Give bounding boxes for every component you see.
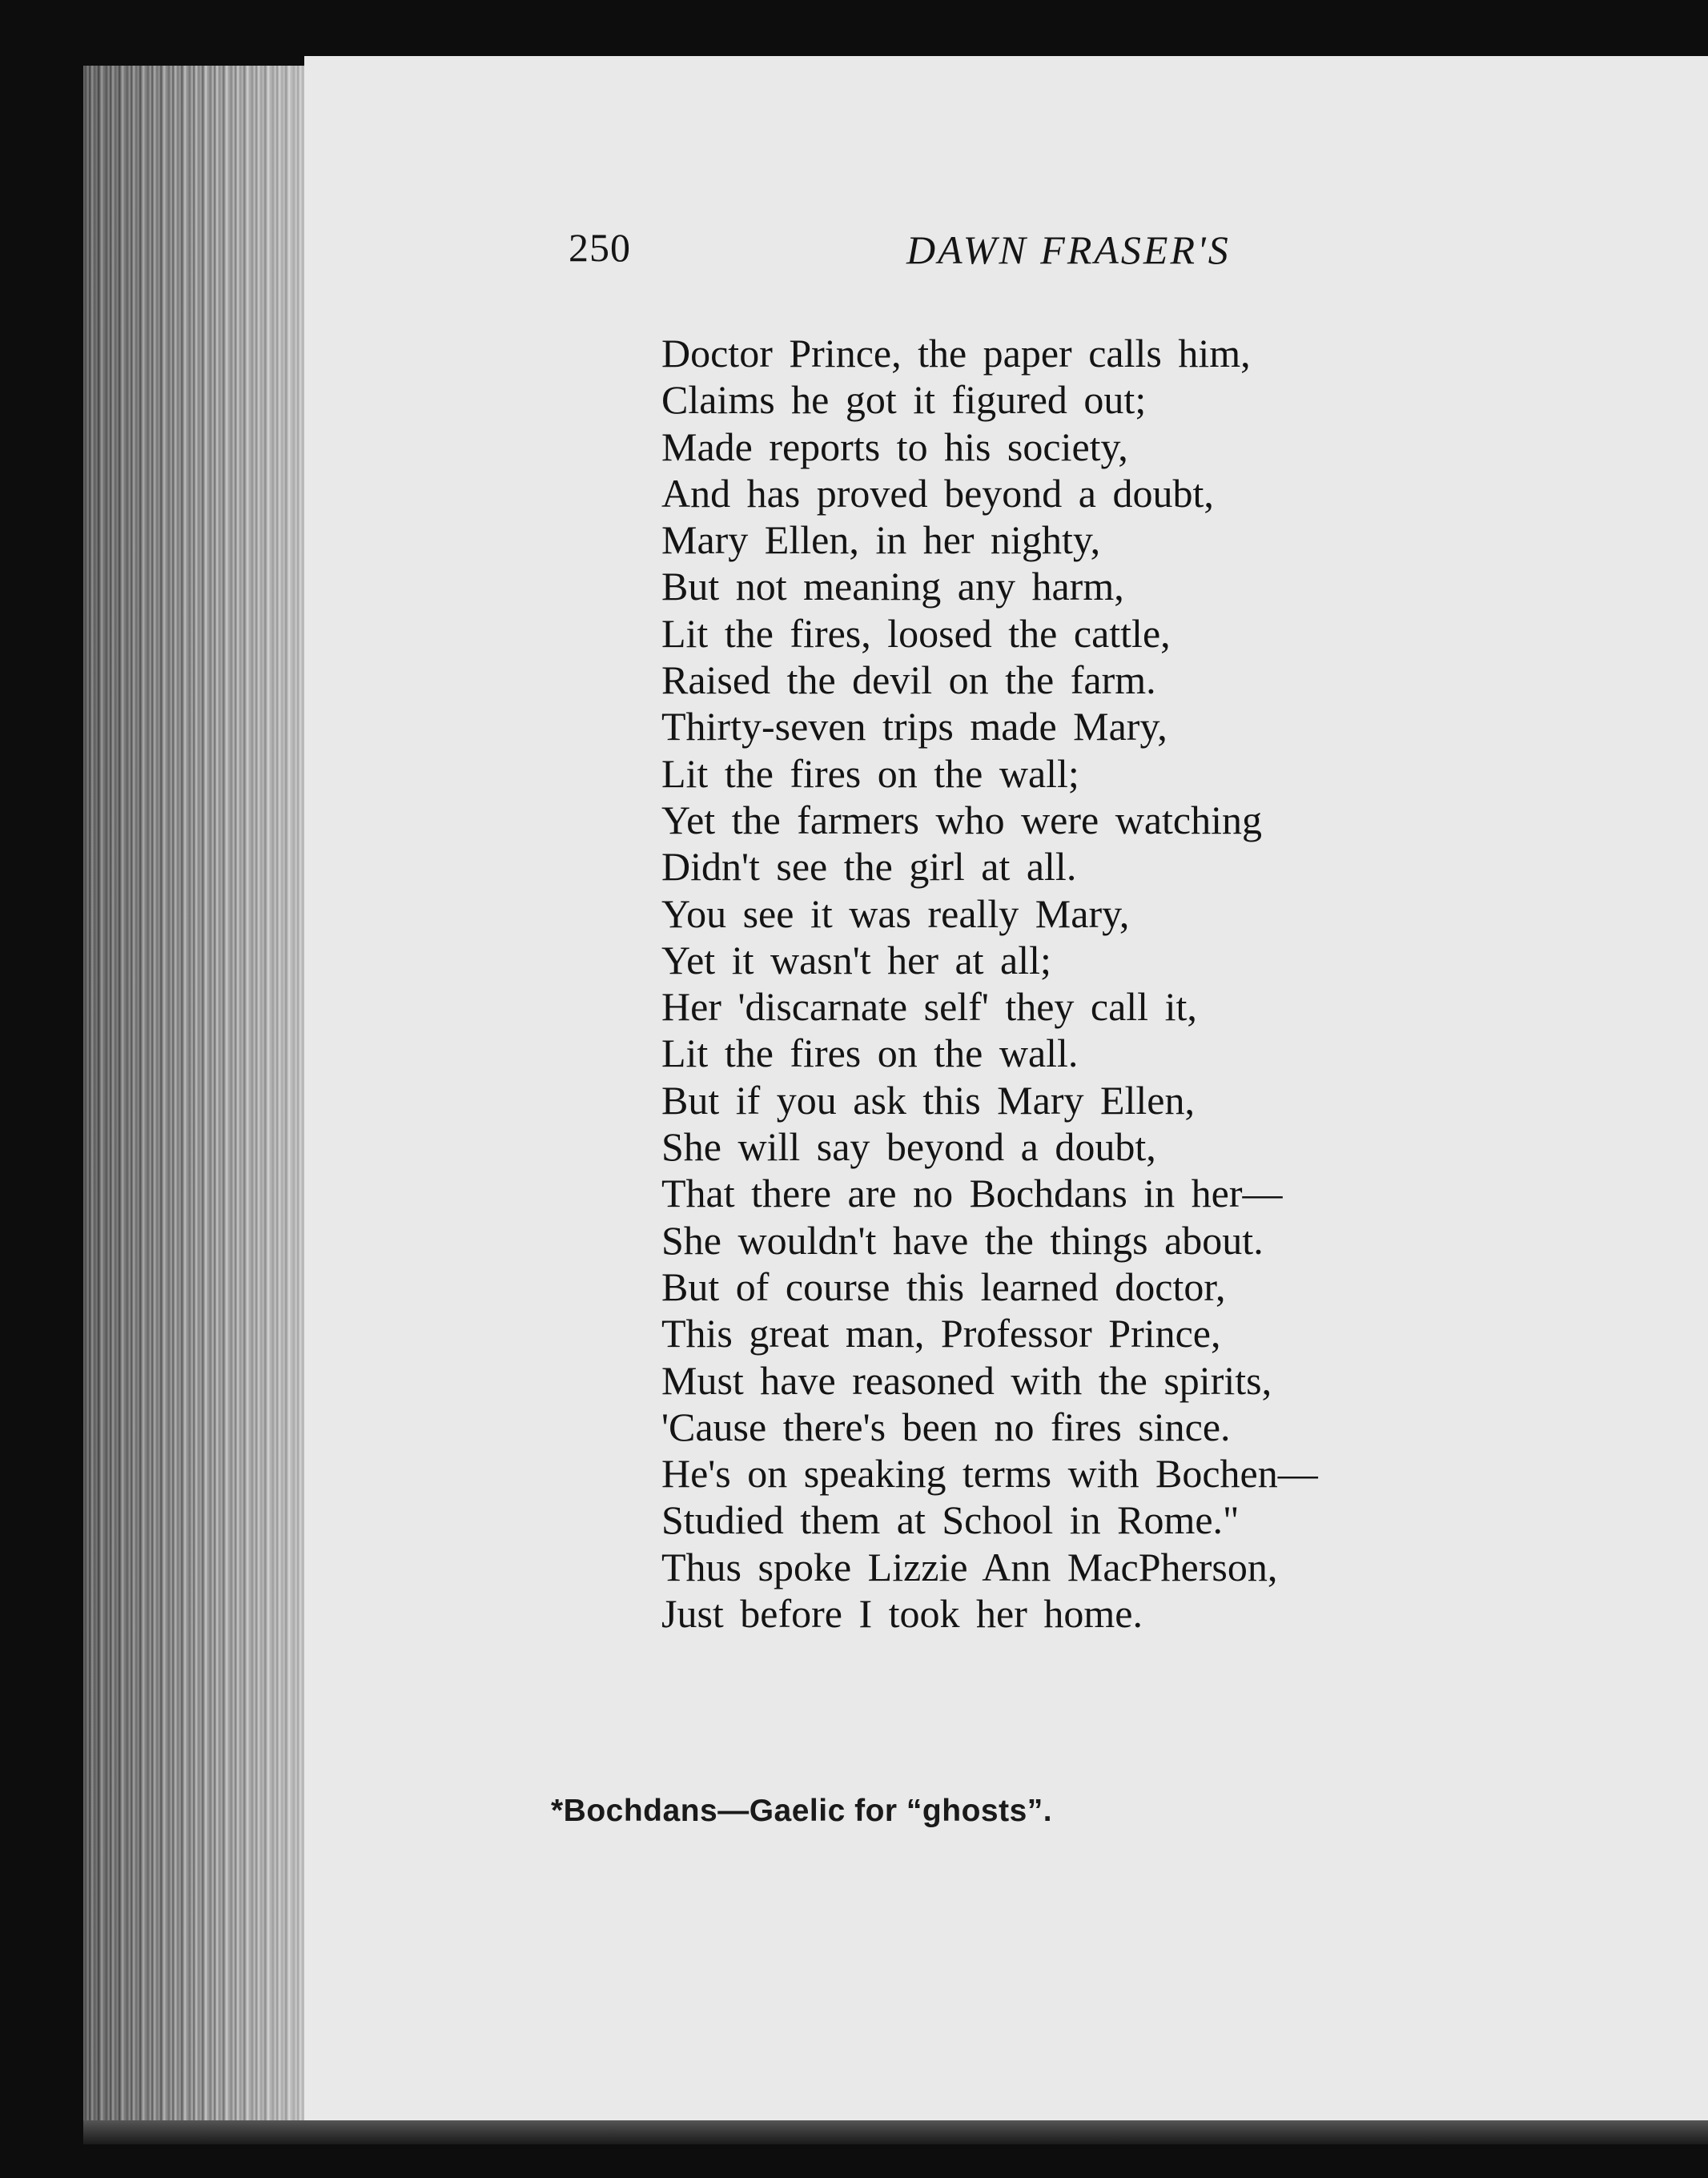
poem-line: This great man, Professor Prince, bbox=[661, 1311, 1221, 1356]
poem-line: Didn't see the girl at all. bbox=[661, 844, 1077, 890]
poem-line: Made reports to his society, bbox=[661, 424, 1128, 469]
poem-line: Must have reasoned with the spirits, bbox=[661, 1357, 1272, 1403]
poem-body bbox=[661, 330, 1462, 1637]
poem-line: He's on speaking terms with Bochen— bbox=[661, 1451, 1318, 1497]
poem-line: She will say beyond a doubt, bbox=[661, 1124, 1156, 1170]
running-title: DAWN FRASER'S bbox=[906, 227, 1231, 272]
poem-line: You see it was really Mary, bbox=[661, 890, 1130, 936]
poem-line: Lit the fires on the wall; bbox=[661, 750, 1079, 796]
poem-line: Yet it wasn't her at all; bbox=[661, 937, 1051, 983]
page-bottom-shadow bbox=[83, 2120, 1708, 2144]
poem-line: Mary Ellen, in her nighty, bbox=[661, 517, 1101, 563]
poem-line: Lit the fires, loosed the cattle, bbox=[661, 610, 1171, 656]
poem-line: Doctor Prince, the paper calls him, bbox=[661, 331, 1251, 376]
poem-line: Just before I took her home. bbox=[661, 1591, 1143, 1637]
poem-line: And has proved beyond a doubt, bbox=[661, 470, 1214, 516]
poem-line: 'Cause there's been no fires since. bbox=[661, 1404, 1231, 1449]
poem-line: Yet the farmers who were watching bbox=[661, 797, 1262, 842]
poem-line: Studied them at School in Rome." bbox=[661, 1497, 1240, 1543]
poem-line: Thirty-seven trips made Mary, bbox=[661, 704, 1167, 749]
page-number: 250 bbox=[569, 225, 631, 270]
poem-line: Claims he got it figured out; bbox=[661, 377, 1147, 423]
poem-line: But if you ask this Mary Ellen, bbox=[661, 1077, 1195, 1123]
poem-line: Her 'discarnate self' they call it, bbox=[661, 984, 1197, 1030]
book-page-edges bbox=[83, 66, 315, 2124]
poem-line: Thus spoke Lizzie Ann MacPherson, bbox=[661, 1544, 1278, 1589]
poem-line: Lit the fires on the wall. bbox=[661, 1031, 1079, 1076]
poem-line: That there are no Bochdans in her— bbox=[661, 1171, 1283, 1216]
poem-line: Raised the devil on the farm. bbox=[661, 657, 1156, 703]
poem-line: But not meaning any harm, bbox=[661, 564, 1124, 609]
poem-line: She wouldn't have the things about. bbox=[661, 1217, 1264, 1263]
poem-line: But of course this learned doctor, bbox=[661, 1264, 1226, 1309]
footnote: *Bochdans—Gaelic for “ghosts”. bbox=[551, 1794, 1053, 1828]
